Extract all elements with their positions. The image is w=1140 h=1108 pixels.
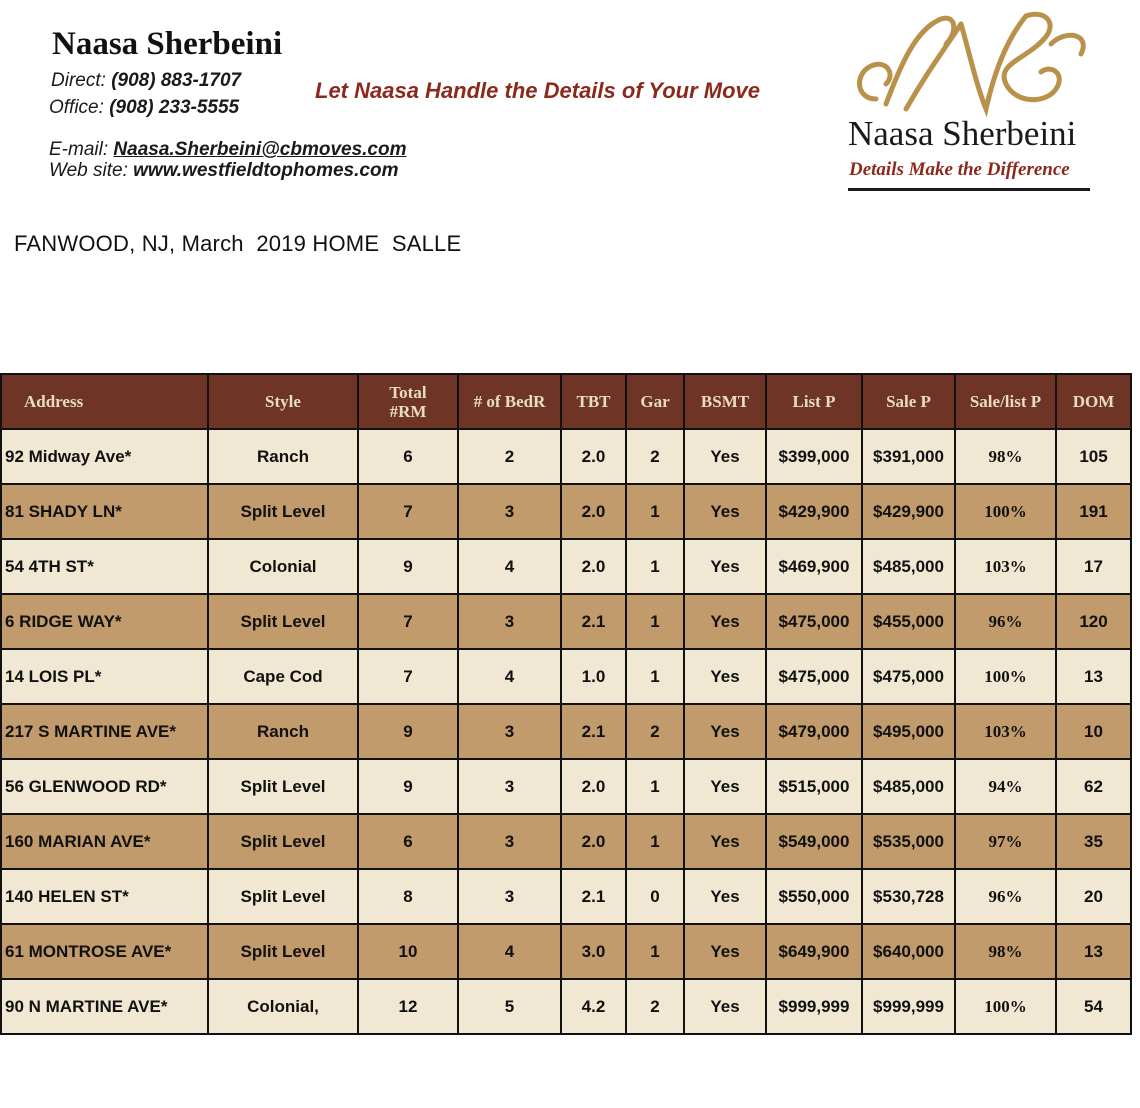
cell-bedrooms: 4	[458, 649, 561, 704]
direct-phone[interactable]: (908) 883-1707	[111, 70, 242, 91]
cell-sale-list-ratio: 100%	[955, 484, 1056, 539]
cell-address: 14 LOIS PL*	[1, 649, 208, 704]
cell-style: Split Level	[208, 869, 358, 924]
cell-sale-list-ratio: 100%	[955, 649, 1056, 704]
cell-total-rooms: 6	[358, 429, 458, 484]
cell-total-rooms: 9	[358, 539, 458, 594]
email-line	[49, 139, 407, 161]
ns-monogram-logo	[846, 4, 1096, 124]
cell-bsmt: Yes	[684, 429, 766, 484]
cell-tbt: 2.0	[561, 484, 626, 539]
header-sale-price: Sale P	[862, 374, 955, 429]
header-bsmt: BSMT	[684, 374, 766, 429]
direct-label: Direct:	[51, 70, 106, 91]
table-row	[1, 814, 1131, 869]
cell-tbt: 2.0	[561, 539, 626, 594]
cell-tbt: 3.0	[561, 924, 626, 979]
cell-bsmt: Yes	[684, 484, 766, 539]
cell-sale-price: $391,000	[862, 429, 955, 484]
cell-bsmt: Yes	[684, 979, 766, 1034]
cell-style: Ranch	[208, 429, 358, 484]
cell-style: Split Level	[208, 759, 358, 814]
cell-total-rooms: 7	[358, 594, 458, 649]
cell-bedrooms: 3	[458, 814, 561, 869]
table-row	[1, 649, 1131, 704]
cell-bsmt: Yes	[684, 649, 766, 704]
cell-tbt: 2.0	[561, 429, 626, 484]
cell-list-price: $429,900	[766, 484, 862, 539]
cell-tbt: 2.1	[561, 704, 626, 759]
header-address: Address	[1, 374, 208, 429]
cell-sale-list-ratio: 100%	[955, 979, 1056, 1034]
cell-sale-price: $485,000	[862, 759, 955, 814]
website-link[interactable]: www.westfieldtophomes.com	[133, 160, 399, 181]
header-total-rooms-line2: #RM	[389, 401, 427, 421]
cell-style: Ranch	[208, 704, 358, 759]
cell-tbt: 2.1	[561, 594, 626, 649]
cell-address: 56 GLENWOOD RD*	[1, 759, 208, 814]
cell-style: Colonial,	[208, 979, 358, 1034]
cell-list-price: $515,000	[766, 759, 862, 814]
office-phone-line	[49, 97, 239, 119]
cell-sale-list-ratio: 97%	[955, 814, 1056, 869]
cell-tbt: 2.0	[561, 814, 626, 869]
cell-bedrooms: 4	[458, 924, 561, 979]
cell-list-price: $475,000	[766, 594, 862, 649]
cell-address: 54 4TH ST*	[1, 539, 208, 594]
cell-gar: 2	[626, 979, 684, 1034]
cell-gar: 1	[626, 539, 684, 594]
table-row	[1, 429, 1131, 484]
cell-dom: 54	[1056, 979, 1131, 1034]
cell-bedrooms: 3	[458, 869, 561, 924]
cell-gar: 1	[626, 924, 684, 979]
cell-bsmt: Yes	[684, 869, 766, 924]
cell-total-rooms: 7	[358, 649, 458, 704]
cell-dom: 13	[1056, 649, 1131, 704]
cell-bedrooms: 3	[458, 594, 561, 649]
cell-tbt: 4.2	[561, 979, 626, 1034]
cell-address: 92 Midway Ave*	[1, 429, 208, 484]
cell-dom: 13	[1056, 924, 1131, 979]
cell-dom: 62	[1056, 759, 1131, 814]
cell-sale-price: $640,000	[862, 924, 955, 979]
cell-sale-list-ratio: 96%	[955, 594, 1056, 649]
cell-tbt: 1.0	[561, 649, 626, 704]
header-total-rooms	[358, 374, 458, 429]
cell-style: Split Level	[208, 814, 358, 869]
cell-list-price: $475,000	[766, 649, 862, 704]
cell-sale-list-ratio: 98%	[955, 429, 1056, 484]
cell-dom: 105	[1056, 429, 1131, 484]
cell-gar: 1	[626, 814, 684, 869]
cell-style: Split Level	[208, 484, 358, 539]
cell-total-rooms: 12	[358, 979, 458, 1034]
cell-sale-price: $495,000	[862, 704, 955, 759]
cell-gar: 1	[626, 649, 684, 704]
cell-sale-price: $455,000	[862, 594, 955, 649]
header-sale-list-ratio: Sale/list P	[955, 374, 1056, 429]
cell-total-rooms: 8	[358, 869, 458, 924]
cell-bsmt: Yes	[684, 704, 766, 759]
cell-sale-list-ratio: 103%	[955, 704, 1056, 759]
home-sales-table	[0, 373, 1132, 1035]
cell-sale-price: $475,000	[862, 649, 955, 704]
cell-bedrooms: 3	[458, 484, 561, 539]
table-row	[1, 484, 1131, 539]
email-label: E-mail:	[49, 139, 109, 160]
cell-address: 6 RIDGE WAY*	[1, 594, 208, 649]
cell-bedrooms: 2	[458, 429, 561, 484]
cell-dom: 10	[1056, 704, 1131, 759]
cell-total-rooms: 9	[358, 704, 458, 759]
table-row	[1, 869, 1131, 924]
email-link[interactable]: Naasa.Sherbeini@cbmoves.com	[113, 139, 407, 160]
logo-tagline: Details Make the Difference	[849, 159, 1070, 180]
office-phone[interactable]: (908) 233-5555	[109, 97, 240, 118]
table-row	[1, 704, 1131, 759]
direct-phone-line	[51, 70, 241, 92]
cell-gar: 1	[626, 594, 684, 649]
cell-dom: 17	[1056, 539, 1131, 594]
cell-gar: 0	[626, 869, 684, 924]
logo-divider	[848, 188, 1090, 191]
cell-dom: 35	[1056, 814, 1131, 869]
cell-list-price: $649,900	[766, 924, 862, 979]
office-label: Office:	[49, 97, 104, 118]
cell-dom: 20	[1056, 869, 1131, 924]
website-label: Web site:	[49, 160, 128, 181]
website-line	[49, 160, 398, 182]
cell-list-price: $550,000	[766, 869, 862, 924]
table-row	[1, 759, 1131, 814]
cell-bedrooms: 5	[458, 979, 561, 1034]
table-body	[1, 429, 1131, 1034]
cell-gar: 1	[626, 484, 684, 539]
cell-sale-price: $999,999	[862, 979, 955, 1034]
cell-sale-list-ratio: 103%	[955, 539, 1056, 594]
cell-sale-price: $485,000	[862, 539, 955, 594]
cell-bsmt: Yes	[684, 814, 766, 869]
cell-style: Split Level	[208, 924, 358, 979]
cell-total-rooms: 9	[358, 759, 458, 814]
header-style: Style	[208, 374, 358, 429]
cell-bedrooms: 4	[458, 539, 561, 594]
cell-sale-list-ratio: 98%	[955, 924, 1056, 979]
table-header-row	[1, 374, 1131, 429]
cell-gar: 2	[626, 704, 684, 759]
cell-list-price: $549,000	[766, 814, 862, 869]
cell-sale-price: $530,728	[862, 869, 955, 924]
cell-bedrooms: 3	[458, 759, 561, 814]
cell-address: 90 N MARTINE AVE*	[1, 979, 208, 1034]
cell-bsmt: Yes	[684, 924, 766, 979]
cell-address: 217 S MARTINE AVE*	[1, 704, 208, 759]
cell-sale-list-ratio: 96%	[955, 869, 1056, 924]
header-gar: Gar	[626, 374, 684, 429]
table-row	[1, 594, 1131, 649]
agent-name: Naasa Sherbeini	[52, 26, 283, 62]
cell-address: 140 HELEN ST*	[1, 869, 208, 924]
cell-dom: 120	[1056, 594, 1131, 649]
header-total-rooms-line1: Total	[389, 382, 427, 402]
cell-style: Cape Cod	[208, 649, 358, 704]
cell-address: 61 MONTROSE AVE*	[1, 924, 208, 979]
report-title: FANWOOD, NJ, March 2019 HOME SALLE	[14, 231, 462, 256]
cell-tbt: 2.0	[561, 759, 626, 814]
cell-style: Colonial	[208, 539, 358, 594]
cell-gar: 1	[626, 759, 684, 814]
cell-bsmt: Yes	[684, 759, 766, 814]
cell-total-rooms: 6	[358, 814, 458, 869]
cell-style: Split Level	[208, 594, 358, 649]
cell-sale-price: $429,900	[862, 484, 955, 539]
table-row	[1, 539, 1131, 594]
cell-bsmt: Yes	[684, 539, 766, 594]
cell-list-price: $999,999	[766, 979, 862, 1034]
header-list-price: List P	[766, 374, 862, 429]
cell-sale-price: $535,000	[862, 814, 955, 869]
cell-address: 81 SHADY LN*	[1, 484, 208, 539]
cell-gar: 2	[626, 429, 684, 484]
cell-list-price: $479,000	[766, 704, 862, 759]
cell-total-rooms: 10	[358, 924, 458, 979]
cell-bedrooms: 3	[458, 704, 561, 759]
cell-total-rooms: 7	[358, 484, 458, 539]
table-row	[1, 979, 1131, 1034]
logo-name: Naasa Sherbeini	[848, 114, 1077, 153]
header-bedrooms: # of BedR	[458, 374, 561, 429]
cell-list-price: $399,000	[766, 429, 862, 484]
cell-dom: 191	[1056, 484, 1131, 539]
header-tbt: TBT	[561, 374, 626, 429]
table-row	[1, 924, 1131, 979]
cell-sale-list-ratio: 94%	[955, 759, 1056, 814]
cell-address: 160 MARIAN AVE*	[1, 814, 208, 869]
cell-list-price: $469,900	[766, 539, 862, 594]
cell-bsmt: Yes	[684, 594, 766, 649]
header-dom: DOM	[1056, 374, 1131, 429]
cell-tbt: 2.1	[561, 869, 626, 924]
tagline: Let Naasa Handle the Details of Your Move	[315, 78, 761, 103]
